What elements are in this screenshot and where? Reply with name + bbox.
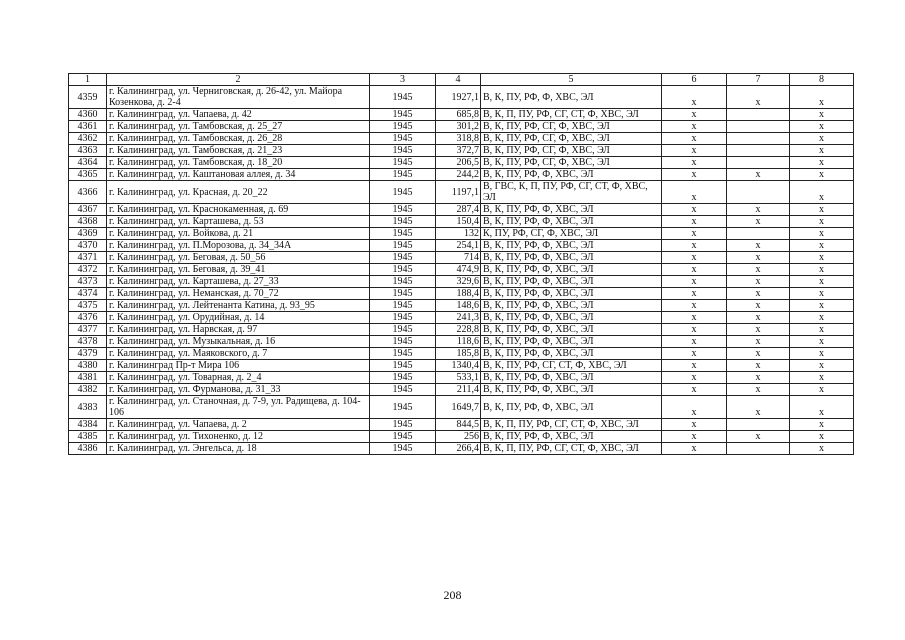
systems-cell: В, К, ПУ, РФ, Ф, ХВС, ЭЛ — [481, 312, 662, 324]
year-cell: 1945 — [370, 264, 436, 276]
area-cell: 150,4 — [436, 216, 481, 228]
address-cell: г. Калининград, ул. Беговая, д. 39_41 — [107, 264, 370, 276]
table-row — [69, 204, 854, 216]
record-number-cell: 4365 — [69, 169, 107, 181]
mark-cell-6: х — [662, 181, 727, 204]
record-number-cell: 4385 — [69, 431, 107, 443]
area-cell: 533,1 — [436, 372, 481, 384]
address-cell: г. Калининград, ул. Тамбовская, д. 25_27 — [107, 121, 370, 133]
column-header-3: 3 — [370, 74, 436, 86]
table-row — [69, 360, 854, 372]
area-cell: 1927,1 — [436, 86, 481, 109]
mark-cell-8: х — [790, 348, 854, 360]
mark-cell-7: х — [727, 216, 790, 228]
record-number-cell: 4371 — [69, 252, 107, 264]
mark-cell-6: х — [662, 133, 727, 145]
address-cell: г. Калининград, ул. Фурманова, д. 31_33 — [107, 384, 370, 396]
mark-cell-7: х — [727, 204, 790, 216]
record-number-cell: 4376 — [69, 312, 107, 324]
record-number-cell: 4386 — [69, 443, 107, 455]
mark-cell-8: х — [790, 312, 854, 324]
address-cell: г. Калининград, ул. П.Морозова, д. 34_34А — [107, 240, 370, 252]
mark-cell-8: х — [790, 336, 854, 348]
systems-cell: В, К, ПУ, РФ, Ф, ХВС, ЭЛ — [481, 336, 662, 348]
systems-cell: В, К, ПУ, РФ, Ф, ХВС, ЭЛ — [481, 216, 662, 228]
mark-cell-8: х — [790, 169, 854, 181]
address-cell: г. Калининград, ул. Чапаева, д. 42 — [107, 109, 370, 121]
mark-cell-6: х — [662, 419, 727, 431]
address-cell: г. Калининград, ул. Маяковского, д. 7 — [107, 348, 370, 360]
address-cell: г. Калининград, ул. Тамбовская, д. 21_23 — [107, 145, 370, 157]
systems-cell: В, К, ПУ, РФ, Ф, ХВС, ЭЛ — [481, 396, 662, 419]
area-cell: 714 — [436, 252, 481, 264]
record-number-cell: 4374 — [69, 288, 107, 300]
mark-cell-7 — [727, 228, 790, 240]
record-number-cell: 4381 — [69, 372, 107, 384]
record-number-cell: 4378 — [69, 336, 107, 348]
mark-cell-7: х — [727, 312, 790, 324]
table-row — [69, 228, 854, 240]
area-cell: 318,8 — [436, 133, 481, 145]
table-row — [69, 312, 854, 324]
mark-cell-8: х — [790, 216, 854, 228]
column-header-4: 4 — [436, 74, 481, 86]
address-cell: г. Калининград, ул. Черниговская, д. 26-42, ул. Майора Козенкова, д. 2-4 — [107, 86, 370, 109]
area-cell: 244,2 — [436, 169, 481, 181]
table-row — [69, 121, 854, 133]
address-cell: г. Калининград, ул. Карташева, д. 53 — [107, 216, 370, 228]
mark-cell-8: х — [790, 288, 854, 300]
mark-cell-7 — [727, 157, 790, 169]
address-cell: г. Калининград, ул. Чапаева, д. 2 — [107, 419, 370, 431]
year-cell: 1945 — [370, 372, 436, 384]
mark-cell-8: х — [790, 252, 854, 264]
mark-cell-7: х — [727, 252, 790, 264]
table-row — [69, 264, 854, 276]
mark-cell-7: х — [727, 276, 790, 288]
year-cell: 1945 — [370, 419, 436, 431]
year-cell: 1945 — [370, 336, 436, 348]
mark-cell-6: х — [662, 372, 727, 384]
table-row — [69, 396, 854, 419]
table-row — [69, 216, 854, 228]
mark-cell-8: х — [790, 86, 854, 109]
year-cell: 1945 — [370, 157, 436, 169]
systems-cell: В, К, ПУ, РФ, Ф, ХВС, ЭЛ — [481, 240, 662, 252]
table-row — [69, 157, 854, 169]
column-header-1: 1 — [69, 74, 107, 86]
record-number-cell: 4364 — [69, 157, 107, 169]
year-cell: 1945 — [370, 86, 436, 109]
record-number-cell: 4361 — [69, 121, 107, 133]
mark-cell-6: х — [662, 169, 727, 181]
mark-cell-7 — [727, 133, 790, 145]
area-cell: 228,8 — [436, 324, 481, 336]
mark-cell-7 — [727, 109, 790, 121]
mark-cell-6: х — [662, 276, 727, 288]
year-cell: 1945 — [370, 181, 436, 204]
table-row — [69, 288, 854, 300]
systems-cell: В, К, ПУ, РФ, Ф, ХВС, ЭЛ — [481, 264, 662, 276]
area-cell: 1197,1 — [436, 181, 481, 204]
year-cell: 1945 — [370, 121, 436, 133]
record-number-cell: 4368 — [69, 216, 107, 228]
mark-cell-7: х — [727, 264, 790, 276]
mark-cell-6: х — [662, 360, 727, 372]
mark-cell-7: х — [727, 86, 790, 109]
area-cell: 474,9 — [436, 264, 481, 276]
mark-cell-8: х — [790, 324, 854, 336]
address-cell: г. Калининград, ул. Станочная, д. 7-9, ул. Радищева, д. 104-106 — [107, 396, 370, 419]
year-cell: 1945 — [370, 216, 436, 228]
mark-cell-6: х — [662, 300, 727, 312]
systems-cell: В, К, ПУ, РФ, Ф, ХВС, ЭЛ — [481, 86, 662, 109]
address-cell: г. Калининград, ул. Тамбовская, д. 18_20 — [107, 157, 370, 169]
systems-cell: В, К, П, ПУ, РФ, СГ, СТ, Ф, ХВС, ЭЛ — [481, 109, 662, 121]
mark-cell-6: х — [662, 121, 727, 133]
mark-cell-7: х — [727, 169, 790, 181]
systems-cell: В, К, ПУ, РФ, Ф, ХВС, ЭЛ — [481, 431, 662, 443]
record-number-cell: 4375 — [69, 300, 107, 312]
mark-cell-6: х — [662, 443, 727, 455]
table-row — [69, 169, 854, 181]
table-row — [69, 443, 854, 455]
year-cell: 1945 — [370, 109, 436, 121]
year-cell: 1945 — [370, 348, 436, 360]
address-cell: г. Калининград, ул. Тихоненко, д. 12 — [107, 431, 370, 443]
mark-cell-6: х — [662, 431, 727, 443]
table-row — [69, 348, 854, 360]
mark-cell-8: х — [790, 145, 854, 157]
systems-cell: В, К, ПУ, РФ, СГ, Ф, ХВС, ЭЛ — [481, 157, 662, 169]
housing-register-table — [68, 73, 854, 455]
mark-cell-8: х — [790, 181, 854, 204]
mark-cell-7: х — [727, 372, 790, 384]
mark-cell-8: х — [790, 121, 854, 133]
mark-cell-8: х — [790, 109, 854, 121]
mark-cell-6: х — [662, 288, 727, 300]
address-cell: г. Калининград, ул. Краснокаменная, д. 69 — [107, 204, 370, 216]
mark-cell-8: х — [790, 384, 854, 396]
record-number-cell: 4359 — [69, 86, 107, 109]
mark-cell-6: х — [662, 109, 727, 121]
systems-cell: В, ГВС, К, П, ПУ, РФ, СГ, СТ, Ф, ХВС, ЭЛ — [481, 181, 662, 204]
mark-cell-8: х — [790, 240, 854, 252]
mark-cell-8: х — [790, 133, 854, 145]
year-cell: 1945 — [370, 145, 436, 157]
page-number: 208 — [443, 588, 462, 602]
table-row — [69, 300, 854, 312]
record-number-cell: 4382 — [69, 384, 107, 396]
column-number-header-row — [69, 74, 854, 86]
table-row — [69, 431, 854, 443]
column-header-8: 8 — [790, 74, 854, 86]
record-number-cell: 4372 — [69, 264, 107, 276]
systems-cell: В, К, ПУ, РФ, Ф, ХВС, ЭЛ — [481, 204, 662, 216]
year-cell: 1945 — [370, 443, 436, 455]
table-row — [69, 384, 854, 396]
systems-cell: В, К, ПУ, РФ, Ф, ХВС, ЭЛ — [481, 324, 662, 336]
mark-cell-6: х — [662, 264, 727, 276]
systems-cell: В, К, ПУ, РФ, Ф, ХВС, ЭЛ — [481, 288, 662, 300]
systems-cell: В, К, ПУ, РФ, СГ, Ф, ХВС, ЭЛ — [481, 133, 662, 145]
mark-cell-6: х — [662, 157, 727, 169]
mark-cell-8: х — [790, 372, 854, 384]
mark-cell-7 — [727, 419, 790, 431]
record-number-cell: 4370 — [69, 240, 107, 252]
address-cell: г. Калининград, ул. Войкова, д. 21 — [107, 228, 370, 240]
area-cell: 301,2 — [436, 121, 481, 133]
table-row — [69, 109, 854, 121]
record-number-cell: 4379 — [69, 348, 107, 360]
area-cell: 254,1 — [436, 240, 481, 252]
address-cell: г. Калининград, ул. Каштановая аллея, д. 34 — [107, 169, 370, 181]
year-cell: 1945 — [370, 204, 436, 216]
address-cell: г. Калининград, ул. Тамбовская, д. 26_28 — [107, 133, 370, 145]
year-cell: 1945 — [370, 288, 436, 300]
table-row — [69, 133, 854, 145]
mark-cell-7: х — [727, 300, 790, 312]
mark-cell-8: х — [790, 276, 854, 288]
table-row — [69, 145, 854, 157]
year-cell: 1945 — [370, 384, 436, 396]
systems-cell: В, К, ПУ, РФ, Ф, ХВС, ЭЛ — [481, 169, 662, 181]
table-row — [69, 181, 854, 204]
mark-cell-7 — [727, 443, 790, 455]
mark-cell-7: х — [727, 324, 790, 336]
column-header-2: 2 — [107, 74, 370, 86]
address-cell: г. Калининград, ул. Беговая, д. 50_56 — [107, 252, 370, 264]
year-cell: 1945 — [370, 396, 436, 419]
systems-cell: В, К, П, ПУ, РФ, СГ, СТ, Ф, ХВС, ЭЛ — [481, 443, 662, 455]
mark-cell-6: х — [662, 216, 727, 228]
record-number-cell: 4380 — [69, 360, 107, 372]
mark-cell-7: х — [727, 384, 790, 396]
mark-cell-8: х — [790, 204, 854, 216]
mark-cell-6: х — [662, 204, 727, 216]
area-cell: 118,6 — [436, 336, 481, 348]
year-cell: 1945 — [370, 240, 436, 252]
mark-cell-7 — [727, 121, 790, 133]
systems-cell: В, К, ПУ, РФ, СГ, СТ, Ф, ХВС, ЭЛ — [481, 360, 662, 372]
address-cell: г. Калининград, ул. Красная, д. 20_22 — [107, 181, 370, 204]
address-cell: г. Калининград, ул. Музыкальная, д. 16 — [107, 336, 370, 348]
mark-cell-8: х — [790, 300, 854, 312]
year-cell: 1945 — [370, 431, 436, 443]
mark-cell-7: х — [727, 431, 790, 443]
mark-cell-6: х — [662, 396, 727, 419]
mark-cell-6: х — [662, 240, 727, 252]
address-cell: г. Калининград, ул. Нарвская, д. 97 — [107, 324, 370, 336]
area-cell: 211,4 — [436, 384, 481, 396]
area-cell: 132 — [436, 228, 481, 240]
mark-cell-8: х — [790, 360, 854, 372]
area-cell: 287,4 — [436, 204, 481, 216]
address-cell: г. Калининград, ул. Лейтенанта Катина, д. 93_95 — [107, 300, 370, 312]
table-body — [69, 74, 854, 455]
record-number-cell: 4367 — [69, 204, 107, 216]
mark-cell-8: х — [790, 431, 854, 443]
systems-cell: В, К, П, ПУ, РФ, СГ, СТ, Ф, ХВС, ЭЛ — [481, 419, 662, 431]
year-cell: 1945 — [370, 300, 436, 312]
year-cell: 1945 — [370, 276, 436, 288]
table-row — [69, 372, 854, 384]
column-header-6: 6 — [662, 74, 727, 86]
mark-cell-7: х — [727, 240, 790, 252]
year-cell: 1945 — [370, 169, 436, 181]
address-cell: г. Калининград, ул. Энгельса, д. 18 — [107, 443, 370, 455]
table-row — [69, 419, 854, 431]
table-row — [69, 252, 854, 264]
area-cell: 372,7 — [436, 145, 481, 157]
address-cell: г. Калининград, ул. Товарная, д. 2_4 — [107, 372, 370, 384]
table-row — [69, 336, 854, 348]
record-number-cell: 4360 — [69, 109, 107, 121]
record-number-cell: 4383 — [69, 396, 107, 419]
mark-cell-6: х — [662, 384, 727, 396]
mark-cell-8: х — [790, 157, 854, 169]
mark-cell-7 — [727, 181, 790, 204]
mark-cell-7 — [727, 145, 790, 157]
systems-cell: В, К, ПУ, РФ, Ф, ХВС, ЭЛ — [481, 276, 662, 288]
year-cell: 1945 — [370, 228, 436, 240]
record-number-cell: 4369 — [69, 228, 107, 240]
address-cell: г. Калининград Пр-т Мира 106 — [107, 360, 370, 372]
record-number-cell: 4377 — [69, 324, 107, 336]
area-cell: 188,4 — [436, 288, 481, 300]
table-row — [69, 240, 854, 252]
mark-cell-7: х — [727, 396, 790, 419]
area-cell: 241,3 — [436, 312, 481, 324]
mark-cell-8: х — [790, 396, 854, 419]
mark-cell-7: х — [727, 348, 790, 360]
area-cell: 148,6 — [436, 300, 481, 312]
area-cell: 206,5 — [436, 157, 481, 169]
mark-cell-7: х — [727, 336, 790, 348]
mark-cell-6: х — [662, 228, 727, 240]
area-cell: 1340,4 — [436, 360, 481, 372]
systems-cell: В, К, ПУ, РФ, Ф, ХВС, ЭЛ — [481, 300, 662, 312]
table-row — [69, 324, 854, 336]
systems-cell: В, К, ПУ, РФ, СГ, Ф, ХВС, ЭЛ — [481, 145, 662, 157]
year-cell: 1945 — [370, 252, 436, 264]
systems-cell: К, ПУ, РФ, СГ, Ф, ХВС, ЭЛ — [481, 228, 662, 240]
address-cell: г. Калининград, ул. Орудийная, д. 14 — [107, 312, 370, 324]
mark-cell-8: х — [790, 264, 854, 276]
mark-cell-6: х — [662, 145, 727, 157]
record-number-cell: 4384 — [69, 419, 107, 431]
mark-cell-8: х — [790, 443, 854, 455]
area-cell: 844,5 — [436, 419, 481, 431]
table-row — [69, 276, 854, 288]
record-number-cell: 4362 — [69, 133, 107, 145]
area-cell: 329,6 — [436, 276, 481, 288]
address-cell: г. Калининград, ул. Неманская, д. 70_72 — [107, 288, 370, 300]
mark-cell-6: х — [662, 348, 727, 360]
mark-cell-8: х — [790, 228, 854, 240]
record-number-cell: 4363 — [69, 145, 107, 157]
year-cell: 1945 — [370, 324, 436, 336]
systems-cell: В, К, ПУ, РФ, СГ, Ф, ХВС, ЭЛ — [481, 121, 662, 133]
mark-cell-6: х — [662, 324, 727, 336]
address-cell: г. Калининград, ул. Карташева, д. 27_33 — [107, 276, 370, 288]
systems-cell: В, К, ПУ, РФ, Ф, ХВС, ЭЛ — [481, 348, 662, 360]
mark-cell-7: х — [727, 288, 790, 300]
year-cell: 1945 — [370, 360, 436, 372]
area-cell: 185,8 — [436, 348, 481, 360]
record-number-cell: 4373 — [69, 276, 107, 288]
area-cell: 256 — [436, 431, 481, 443]
record-number-cell: 4366 — [69, 181, 107, 204]
area-cell: 685,8 — [436, 109, 481, 121]
mark-cell-6: х — [662, 336, 727, 348]
mark-cell-6: х — [662, 312, 727, 324]
area-cell: 1649,7 — [436, 396, 481, 419]
mark-cell-7: х — [727, 360, 790, 372]
mark-cell-6: х — [662, 252, 727, 264]
column-header-7: 7 — [727, 74, 790, 86]
systems-cell: В, К, ПУ, РФ, Ф, ХВС, ЭЛ — [481, 384, 662, 396]
systems-cell: В, К, ПУ, РФ, Ф, ХВС, ЭЛ — [481, 252, 662, 264]
systems-cell: В, К, ПУ, РФ, Ф, ХВС, ЭЛ — [481, 372, 662, 384]
table-row — [69, 86, 854, 109]
mark-cell-6: х — [662, 86, 727, 109]
area-cell: 266,4 — [436, 443, 481, 455]
mark-cell-8: х — [790, 419, 854, 431]
year-cell: 1945 — [370, 133, 436, 145]
year-cell: 1945 — [370, 312, 436, 324]
column-header-5: 5 — [481, 74, 662, 86]
